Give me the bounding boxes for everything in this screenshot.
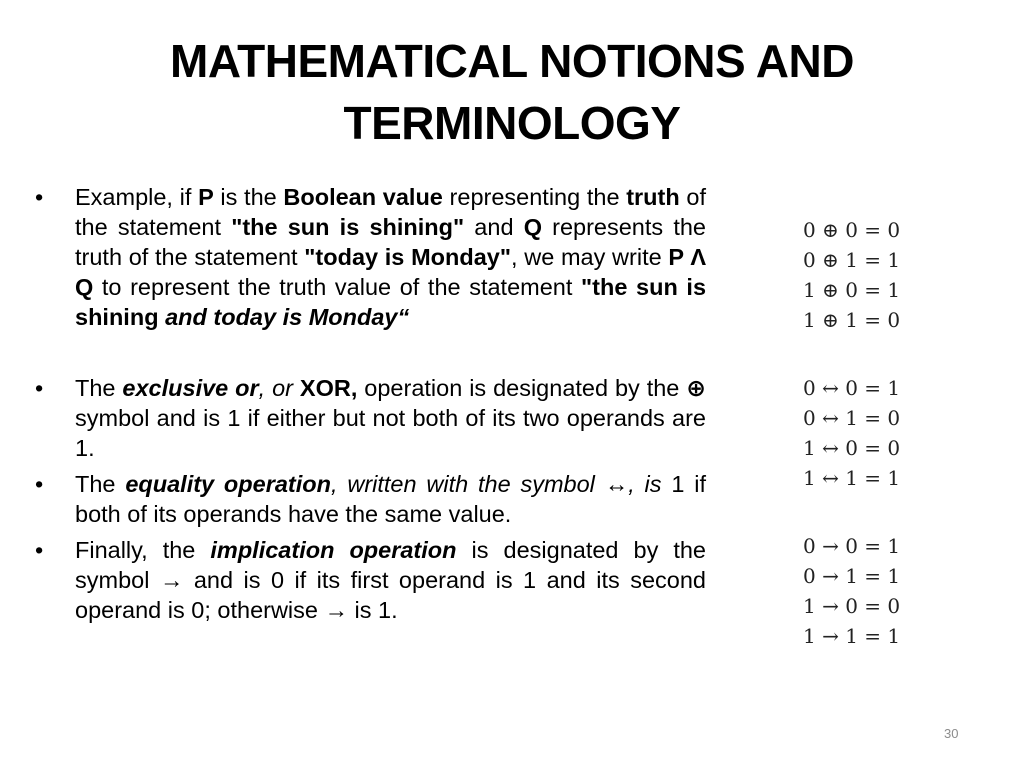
bullet-dot: • xyxy=(35,184,44,210)
slide-title xyxy=(60,30,964,154)
bullet-dot: • xyxy=(35,375,44,401)
bullet-text: The xyxy=(75,471,126,497)
xor-equations xyxy=(803,215,943,335)
bullet-italic: , or xyxy=(258,375,300,401)
bullet-text: operation is designated by the xyxy=(357,375,687,401)
bullet-text: representing the xyxy=(442,184,627,210)
bullet-emphasis-italic: equality operation xyxy=(125,471,331,497)
xor-symbol: ⊕ xyxy=(686,375,706,401)
bullet-emphasis: Boolean value xyxy=(283,184,443,210)
bullet-emphasis: Q xyxy=(523,214,542,240)
bullet-emphasis-italic: implication operation xyxy=(210,537,457,563)
equation: 1 → 0 = 0 xyxy=(803,594,901,618)
bullet-text: to represent the truth value of the statement xyxy=(93,274,582,300)
equation: 1 ⊕ 0 = 1 xyxy=(803,278,901,302)
equation: 0 ⊕ 0 = 0 xyxy=(803,218,901,242)
bullet-emphasis: truth xyxy=(626,184,680,210)
page-number: 30 xyxy=(944,726,959,741)
truth-table-equations xyxy=(803,215,943,651)
bullet-emphasis: P Λ Q xyxy=(75,244,706,300)
bullet-dot: • xyxy=(35,537,44,563)
equation: 0 ↔ 0 = 1 xyxy=(803,376,901,400)
bullet-text: symbol and is 1 if either but not both of its two operands are 1. xyxy=(75,405,706,461)
bullet-text: represents the truth of the statement xyxy=(75,214,706,270)
bullet-emphasis-italic: and today is Monday“ xyxy=(165,304,410,330)
slide-title-line-2: TERMINOLOGY xyxy=(343,97,681,149)
equation: 0 → 1 = 1 xyxy=(803,564,901,588)
bullet-text: is the xyxy=(213,184,284,210)
equation: 0 → 0 = 1 xyxy=(803,534,901,558)
equality-equations xyxy=(803,373,943,493)
bullet-emphasis: "the sun is shining" xyxy=(231,214,465,240)
bullet-text: of the statement xyxy=(75,184,706,240)
slide-title-line-1: MATHEMATICAL NOTIONS AND xyxy=(170,35,854,87)
implication-equations xyxy=(803,531,943,651)
bullet-text: is designated by the symbol → and is 0 if its first operand is 1 and its second operand is 0; otherwise → is 1. xyxy=(75,537,707,623)
equation: 0 ↔ 1 = 0 xyxy=(803,406,901,430)
equation: 1 ⊕ 1 = 0 xyxy=(803,308,901,332)
bullet-text: 1 if both of its operands have the same value. xyxy=(75,471,706,527)
bullet-dot: • xyxy=(35,471,44,497)
bullet-item-equality xyxy=(30,469,706,529)
bullet-emphasis: "today is Monday" xyxy=(304,244,511,270)
equation: 1 ↔ 1 = 1 xyxy=(803,466,901,490)
bullet-text: and xyxy=(464,214,524,240)
equation: 1 → 1 = 1 xyxy=(803,624,901,648)
bullet-item-xor xyxy=(30,373,706,463)
bullet-text: The xyxy=(75,375,123,401)
equation: 1 ↔ 0 = 0 xyxy=(803,436,901,460)
bullet-emphasis-italic: exclusive or xyxy=(122,375,259,401)
bullet-emphasis: XOR, xyxy=(299,375,358,401)
bullet-text: Finally, the xyxy=(75,537,211,563)
bullet-emphasis: "the sun is shining xyxy=(75,274,707,330)
equation: 0 ⊕ 1 = 1 xyxy=(803,248,901,272)
bullet-list xyxy=(30,182,706,625)
bullet-item-example xyxy=(30,182,706,332)
bullet-emphasis: P xyxy=(198,184,214,210)
bullet-text: Example, if xyxy=(75,184,199,210)
bullet-item-implication xyxy=(30,535,706,625)
bullet-text: , we may write xyxy=(511,244,669,270)
bullet-italic: , written with the symbol ↔, is xyxy=(331,471,662,497)
